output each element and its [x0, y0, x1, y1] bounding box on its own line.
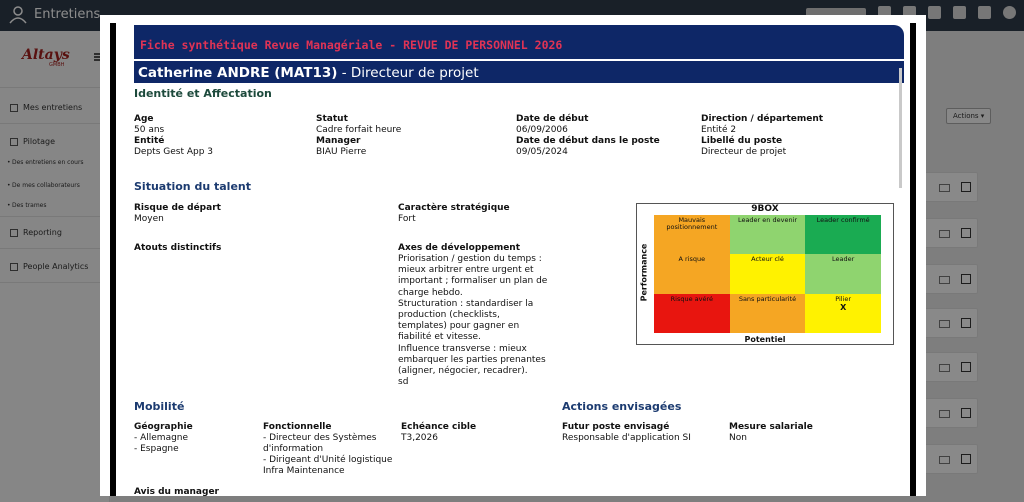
- sidebar-subitem-en-cours[interactable]: • Des entretiens en cours: [12, 159, 92, 167]
- axes-line: (aligner, négocier, recadrer).: [398, 366, 528, 377]
- mesure-value: Non: [729, 433, 747, 443]
- ninebox-cell-label: Acteur clé: [751, 255, 784, 264]
- fonctionnelle-item: - Directeur des Systèmes: [263, 433, 377, 443]
- ninebox-x-label: Potentiel: [744, 335, 786, 344]
- employee-heading: [138, 65, 479, 81]
- caractere-value: Fort: [398, 214, 416, 224]
- ninebox-matrix: [636, 203, 894, 345]
- fonctionnelle-item: - Dirigeant d'Unité logistique: [263, 455, 393, 465]
- ninebox-title: 9BOX: [751, 204, 779, 214]
- statut-label: Statut: [316, 114, 348, 124]
- summary-sheet-modal: [100, 15, 926, 496]
- geographie-value: [134, 433, 188, 455]
- sidebar-subitem-collaborateurs[interactable]: • De mes collaborateurs: [12, 182, 80, 190]
- scrollbar[interactable]: [899, 68, 902, 188]
- sidebar-item-pilotage[interactable]: Pilotage: [10, 137, 55, 146]
- age-value: 50 ans: [134, 125, 165, 135]
- date-poste-value: 09/05/2024: [516, 147, 568, 157]
- echeance-value: T3,2026: [401, 433, 438, 443]
- date-debut-label: Date de début: [516, 114, 589, 124]
- fonctionnelle-item: Infra Maintenance: [263, 466, 345, 476]
- employee-name: Catherine ANDRE (MAT13): [138, 65, 338, 81]
- avis-manager-label: Avis du manager: [134, 487, 219, 496]
- futur-poste-label: Futur poste envisagé: [562, 422, 670, 432]
- echeance-label: Echéance cible: [401, 422, 477, 432]
- ninebox-cell-label: Leader: [832, 255, 855, 264]
- ninebox-cell-label: Pilier: [835, 294, 852, 303]
- ninebox-cell-label: Risque avéré: [670, 294, 714, 303]
- fonctionnelle-value: [263, 433, 392, 477]
- axes-line: charge hebdo.: [398, 287, 463, 298]
- axes-label: Axes de développement: [398, 243, 521, 253]
- caractere-label: Caractère stratégique: [398, 203, 510, 213]
- atouts-label: Atouts distinctifs: [134, 243, 222, 253]
- section-identite: Identité et Affectation: [134, 87, 272, 100]
- axes-line: templates) pour gagner en: [398, 321, 520, 332]
- axes-line: sd: [398, 377, 409, 388]
- manager-label: Manager: [316, 136, 361, 146]
- ninebox-cell-label: Leader confirmé: [816, 216, 870, 224]
- ninebox-y-label: Performance: [639, 243, 649, 302]
- ninebox-cell: [654, 254, 730, 293]
- axes-line: fiabilité et vitesse.: [398, 332, 481, 343]
- ninebox-cell-label: Sans particularité: [738, 294, 797, 303]
- fonctionnelle-item: d'information: [263, 444, 324, 454]
- entite-value: Depts Gest App 3: [134, 147, 214, 157]
- ninebox-cell: [654, 215, 730, 254]
- axes-text: [398, 254, 563, 388]
- ninebox-cell: [730, 254, 806, 293]
- direction-value: Entité 2: [701, 125, 737, 135]
- section-talent: Situation du talent: [134, 180, 251, 193]
- statut-value: Cadre forfait heure: [316, 125, 402, 135]
- libelle-label: Libellé du poste: [701, 136, 783, 146]
- libelle-value: Directeur de projet: [701, 147, 787, 157]
- risque-value: Moyen: [134, 214, 164, 224]
- ninebox-cell: [730, 294, 806, 333]
- axes-line: important ; formaliser un plan de: [398, 276, 548, 287]
- section-actions: Actions envisagées: [562, 400, 682, 413]
- ninebox-cell: [730, 215, 806, 254]
- date-debut-value: 06/09/2006: [516, 125, 568, 135]
- ninebox-cell: [654, 294, 730, 333]
- geographie-item: - Allemagne: [134, 433, 189, 443]
- ninebox-grid: [654, 215, 881, 333]
- axes-line: Structuration : standardiser la: [398, 298, 534, 309]
- sidebar-item-reporting[interactable]: Reporting: [10, 228, 62, 237]
- axes-line: Priorisation / gestion du temps :: [398, 254, 542, 264]
- sheet-title: Fiche synthétique Revue Managériale - REVUE DE PERSONNEL 2026: [140, 38, 563, 52]
- ninebox-cell: [805, 215, 881, 254]
- age-label: Age: [134, 114, 154, 124]
- axes-line: production (checklists,: [398, 310, 500, 321]
- date-poste-label: Date de début dans le poste: [516, 136, 660, 146]
- summary-sheet: [110, 23, 916, 496]
- risque-label: Risque de départ: [134, 203, 221, 213]
- mesure-label: Mesure salariale: [729, 422, 813, 432]
- geographie-label: Géographie: [134, 422, 193, 432]
- employee-role: - Directeur de projet: [341, 65, 479, 81]
- sidebar-item-mes-entretiens[interactable]: Mes entretiens: [10, 103, 82, 112]
- actions-button[interactable]: Actions ▾: [946, 108, 991, 124]
- fonctionnelle-label: Fonctionnelle: [263, 422, 332, 432]
- geographie-item: - Espagne: [134, 444, 179, 454]
- entite-label: Entité: [134, 136, 165, 146]
- sheet-header: [134, 25, 904, 83]
- futur-poste-value: Responsable d'application SI: [562, 433, 691, 443]
- ninebox-cell-label: Mauvais positionnement: [666, 216, 718, 231]
- axes-line: Influence transverse : mieux: [398, 343, 527, 354]
- manager-value: BIAU Pierre: [316, 147, 367, 157]
- axes-line: embarquer les parties prenantes: [398, 354, 546, 365]
- axes-line: mieux arbitrer entre urgent et: [398, 265, 534, 276]
- company-logo-sub: GMBH: [49, 62, 65, 68]
- ninebox-position-mark: X: [840, 302, 847, 312]
- ninebox-cell: [805, 294, 881, 333]
- ninebox-cell: [805, 254, 881, 293]
- sidebar-subitem-trames[interactable]: • Des trames: [12, 202, 47, 210]
- section-mobilite: Mobilité: [134, 400, 185, 413]
- ninebox-cell-label: A risque: [678, 255, 706, 264]
- ninebox-cell-label: Leader en devenir: [737, 216, 798, 224]
- sidebar-item-people-analytics[interactable]: People Analytics: [10, 262, 88, 271]
- app-title: Entretiens: [34, 7, 101, 22]
- company-logo: Altays: [22, 47, 70, 63]
- direction-label: Direction / département: [701, 114, 824, 124]
